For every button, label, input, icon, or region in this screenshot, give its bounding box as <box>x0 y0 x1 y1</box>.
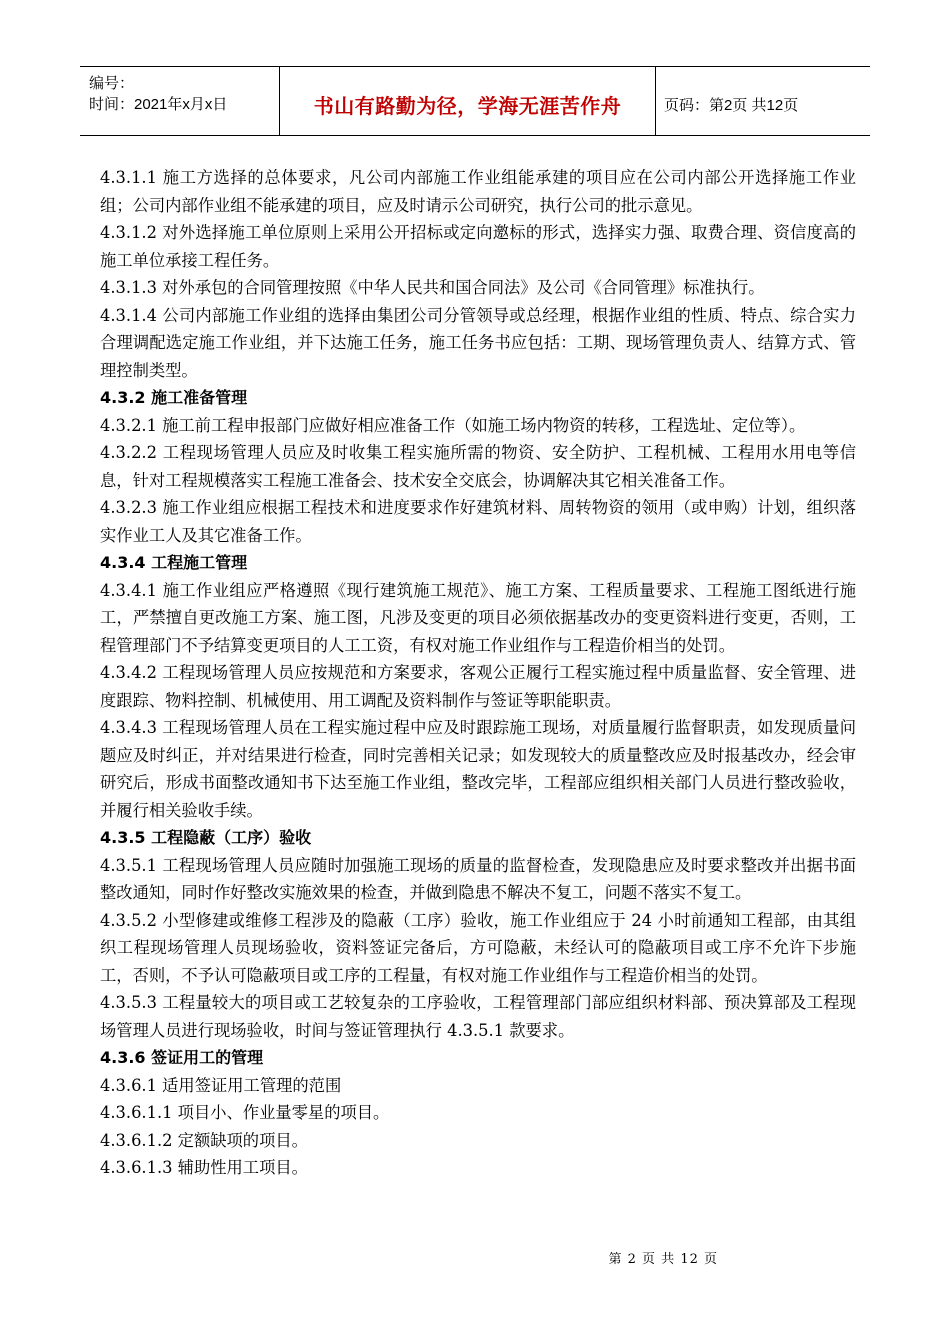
paragraph: 4.3.4.2 工程现场管理人员应按规范和方案要求，客观公正履行工程实施过程中质量监督、安全管理、进度跟踪、物料控制、机械使用、用工调配及资料制作与签证等职能职责。 <box>100 663 856 710</box>
section-heading <box>100 384 856 412</box>
paragraph: 4.3.6.1.3 辅助性用工项目。 <box>100 1158 308 1177</box>
paragraph: 4.3.2.3 施工作业组应根据工程技术和进度要求作好建筑材料、周转物资的领用（或申购）计划，组织落实作业工人及其它准备工作。 <box>100 498 856 545</box>
section-heading-number: 4.3.4 <box>100 553 146 572</box>
page-header <box>80 66 870 136</box>
page-footer <box>0 1248 950 1267</box>
paragraph: 4.3.1.1 施工方选择的总体要求，凡公司内部施工作业组能承建的项目应在公司内部公开选择施工作业组；公司内部作业组不能承建的项目，应及时请示公司研究，执行公司的批示意见。 <box>100 168 856 215</box>
paragraph: 4.3.6.1.1 项目小、作业量零星的项目。 <box>100 1103 390 1122</box>
section-heading-number: 4.3.6 <box>100 1048 146 1067</box>
paragraph: 4.3.4.1 施工作业组应严格遵照《现行建筑施工规范》、施工方案、工程质量要求、工程施工图纸进行施工，严禁擅自更改施工方案、施工图，凡涉及变更的项目必须依据基改办的变更资料进行变更，否则，工程管理部门不予结算变更项目的人工工资，有权对施工作业组作与工程造价相当的处罚。 <box>100 580 856 655</box>
document-number-label: 编号： <box>89 75 135 92</box>
header-motto: 书山有路勤为径，学海无涯苦作舟 <box>313 93 622 118</box>
paragraph: 4.3.2.2 工程现场管理人员应及时收集工程实施所需的物资、安全防护、工程机械、工程用水用电等信息，针对工程规模落实工程施工准备会、技术安全交底会，协调解决其它相关准备工作。 <box>100 443 856 490</box>
paragraph: 4.3.2.1 施工前工程申报部门应做好相应准备工作（如施工场内物资的转移，工程选址、定位等）。 <box>100 415 806 435</box>
paragraph: 4.3.5.1 工程现场管理人员应随时加强施工现场的质量的监督检查，发现隐患应及时要求整改并出据书面整改通知，同时作好整改实施效果的检查，并做到隐患不解决不复工，问题不落实不复工。 <box>100 855 856 902</box>
header-page-code: 页码：第2页 共12页 <box>664 96 799 114</box>
paragraph: 4.3.5.3 工程量较大的项目或工艺较复杂的工序验收，工程管理部门部应组织材料部、预决算部及工程现场管理人员进行现场验收，时间与签证管理执行 4.3.5.1 款要求。 <box>100 993 856 1040</box>
document-body <box>100 164 856 1182</box>
section-heading <box>100 549 856 577</box>
section-heading <box>100 824 856 852</box>
paragraph: 4.3.4.3 工程现场管理人员在工程实施过程中应及时跟踪施工现场，对质量履行监督职责，如发现质量问题应及时纠正，并对结果进行检查，同时完善相关记录；如发现较大的质量整改应及时报基改办，经会审研究后，形成书面整改通知书下达至施工作业组，整改完毕，工程部应组织相关部门人员进行整改验收，并履行相关验收手续。 <box>100 718 856 820</box>
section-heading-text: 签证用工的管理 <box>151 1048 264 1067</box>
section-heading <box>100 1044 856 1072</box>
section-heading-text: 工程隐蔽（工序）验收 <box>151 828 312 847</box>
section-heading-number: 4.3.2 <box>100 388 146 407</box>
header-motto-cell <box>280 67 656 135</box>
document-time: 时间：2021年x月x日 <box>89 96 228 113</box>
paragraph: 4.3.1.2 对外选择施工单位原则上采用公开招标或定向邀标的形式，选择实力强、取费合理、资信度高的施工单位承接工程任务。 <box>100 223 856 270</box>
paragraph: 4.3.6.1 适用签证用工管理的范围 <box>100 1075 342 1095</box>
paragraph: 4.3.6.1.2 定额缺项的项目。 <box>100 1130 308 1150</box>
header-page-code-cell <box>656 67 870 135</box>
header-meta <box>80 67 280 135</box>
footer-page-number: 第 2 页 共 12 页 <box>608 1252 718 1267</box>
section-heading-text: 工程施工管理 <box>151 553 248 572</box>
paragraph: 4.3.1.4 公司内部施工作业组的选择由集团公司分管领导或总经理，根据作业组的性质、特点、综合实力合理调配选定施工作业组，并下达施工任务，施工任务书应包括：工期、现场管理负责人、结算方式、管理控制类型。 <box>100 305 856 380</box>
paragraph: 4.3.5.2 小型修建或维修工程涉及的隐蔽（工序）验收，施工作业组应于 24 小时前通知工程部，由其组织工程现场管理人员现场验收，资料签证完备后，方可隐蔽，未经认可的隐蔽项目或工序不允许下步施工，否则，不予认可隐蔽项目或工序的工程量，有权对施工作业组作与工程造价相当的处罚。 <box>100 910 856 985</box>
section-heading-text: 施工准备管理 <box>151 388 248 407</box>
paragraph: 4.3.1.3 对外承包的合同管理按照《中华人民共和国合同法》及公司《合同管理》标准执行。 <box>100 278 765 297</box>
section-heading-number: 4.3.5 <box>100 828 146 847</box>
